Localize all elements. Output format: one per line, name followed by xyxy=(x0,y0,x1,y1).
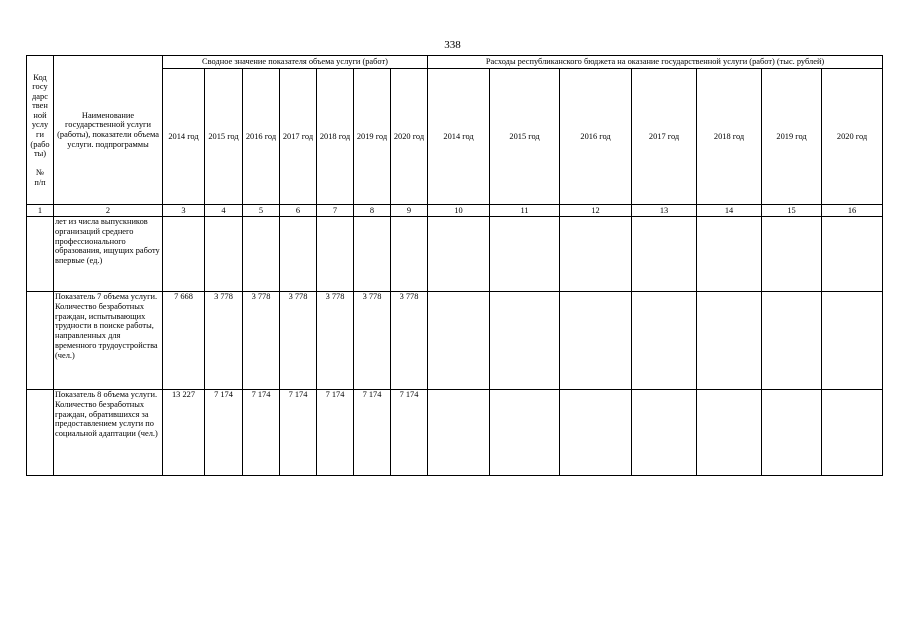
column-number-cell: 15 xyxy=(762,205,822,217)
budget-value-cell xyxy=(560,217,632,292)
code-header-line xyxy=(28,159,52,169)
column-number-cell: 12 xyxy=(560,205,632,217)
budget-value-cell xyxy=(697,390,762,476)
column-number-cell: 10 xyxy=(428,205,490,217)
services-table xyxy=(26,55,883,476)
volume-value-cell: 7 174 xyxy=(391,390,428,476)
row-code-cell xyxy=(27,390,54,476)
budget-year-header: 2014 год xyxy=(428,69,490,205)
column-number-cell: 7 xyxy=(317,205,354,217)
volume-value-cell xyxy=(317,217,354,292)
column-number-cell: 14 xyxy=(697,205,762,217)
budget-year-header: 2018 год xyxy=(697,69,762,205)
budget-value-cell xyxy=(632,217,697,292)
column-number-cell: 13 xyxy=(632,205,697,217)
code-header-line: госу xyxy=(32,82,48,92)
budget-value-cell xyxy=(762,292,822,390)
column-number-cell: 2 xyxy=(54,205,163,217)
budget-group-header: Расходы республиканского бюджета на оказание государственной услуги (работ) (тыс. рублей) xyxy=(428,56,883,69)
code-header-line: услу xyxy=(31,120,49,130)
budget-value-cell xyxy=(762,217,822,292)
budget-year-header: 2017 год xyxy=(632,69,697,205)
code-column-header xyxy=(27,56,54,205)
budget-value-cell xyxy=(490,292,560,390)
code-header-line: ты) xyxy=(33,149,47,159)
column-number-cell: 1 xyxy=(27,205,54,217)
table-row xyxy=(27,390,883,476)
volume-value-cell: 7 174 xyxy=(354,390,391,476)
budget-value-cell xyxy=(560,390,632,476)
code-header-line: Код xyxy=(33,72,47,82)
volume-value-cell: 13 227 xyxy=(163,390,205,476)
budget-year-header: 2016 год xyxy=(560,69,632,205)
volume-value-cell: 3 778 xyxy=(317,292,354,390)
budget-value-cell xyxy=(428,292,490,390)
volume-year-header: 2020 год xyxy=(391,69,428,205)
code-header-line: № xyxy=(36,168,44,178)
volume-value-cell: 7 668 xyxy=(163,292,205,390)
volume-value-cell: 3 778 xyxy=(391,292,428,390)
column-number-cell: 3 xyxy=(163,205,205,217)
column-number-cell: 8 xyxy=(354,205,391,217)
volume-year-header: 2018 год xyxy=(317,69,354,205)
budget-value-cell xyxy=(822,390,883,476)
volume-value-cell xyxy=(280,217,317,292)
budget-year-header: 2015 год xyxy=(490,69,560,205)
column-number-cell: 11 xyxy=(490,205,560,217)
code-header-line: (рабо xyxy=(30,139,50,149)
header-row-groups xyxy=(27,56,883,69)
name-column-header: Наименование государственной услуги (работы), показатели объема услуги. подпрограммы xyxy=(54,56,163,205)
budget-value-cell xyxy=(822,292,883,390)
column-number-cell: 5 xyxy=(243,205,280,217)
budget-value-cell xyxy=(490,390,560,476)
column-number-cell: 6 xyxy=(280,205,317,217)
volume-value-cell xyxy=(391,217,428,292)
budget-value-cell xyxy=(490,217,560,292)
table-row xyxy=(27,292,883,390)
volume-year-header: 2017 год xyxy=(280,69,317,205)
budget-value-cell xyxy=(428,390,490,476)
column-number-row xyxy=(27,205,883,217)
volume-value-cell xyxy=(163,217,205,292)
budget-value-cell xyxy=(697,217,762,292)
row-code-cell xyxy=(27,217,54,292)
volume-value-cell: 7 174 xyxy=(243,390,280,476)
budget-year-header: 2020 год xyxy=(822,69,883,205)
code-column-header-text xyxy=(28,73,52,188)
budget-value-cell xyxy=(560,292,632,390)
volume-year-header: 2016 год xyxy=(243,69,280,205)
row-name-cell: Показатель 8 объема услуги. Количество безработных граждан, обратившихся за предоставлением услуги по социальной адаптации (чел.) xyxy=(54,390,163,476)
column-number-cell: 4 xyxy=(205,205,243,217)
budget-value-cell xyxy=(428,217,490,292)
volume-value-cell: 3 778 xyxy=(205,292,243,390)
code-header-line: дарс xyxy=(32,91,48,101)
volume-value-cell: 3 778 xyxy=(243,292,280,390)
volume-value-cell: 3 778 xyxy=(280,292,317,390)
column-number-cell: 16 xyxy=(822,205,883,217)
column-number-cell: 9 xyxy=(391,205,428,217)
volume-group-header: Сводное значение показателя объема услуги (работ) xyxy=(163,56,428,69)
code-header-line: п/п xyxy=(34,177,46,187)
budget-value-cell xyxy=(632,390,697,476)
table-row xyxy=(27,217,883,292)
volume-value-cell xyxy=(243,217,280,292)
row-code-cell xyxy=(27,292,54,390)
page-number: 338 xyxy=(444,39,461,51)
volume-value-cell xyxy=(205,217,243,292)
code-header-line: твен xyxy=(32,101,48,111)
code-header-line: ги xyxy=(36,130,44,139)
volume-value-cell: 7 174 xyxy=(280,390,317,476)
row-name-cell: Показатель 7 объема услуги. Количество безработных граждан, испытывающих трудности в поиске работы, направленных для временного трудоустройства (чел.) xyxy=(54,292,163,390)
volume-year-header: 2019 год xyxy=(354,69,391,205)
volume-value-cell: 3 778 xyxy=(354,292,391,390)
budget-value-cell xyxy=(762,390,822,476)
budget-value-cell xyxy=(632,292,697,390)
budget-value-cell xyxy=(697,292,762,390)
volume-year-header: 2014 год xyxy=(163,69,205,205)
budget-year-header: 2019 год xyxy=(762,69,822,205)
volume-value-cell: 7 174 xyxy=(205,390,243,476)
row-name-cell: лет из числа выпускников организаций среднего профессионального образования, ищущих работу впервые (ед.) xyxy=(54,217,163,292)
code-header-line: ной xyxy=(33,110,47,120)
volume-value-cell xyxy=(354,217,391,292)
budget-value-cell xyxy=(822,217,883,292)
volume-year-header: 2015 год xyxy=(205,69,243,205)
volume-value-cell: 7 174 xyxy=(317,390,354,476)
